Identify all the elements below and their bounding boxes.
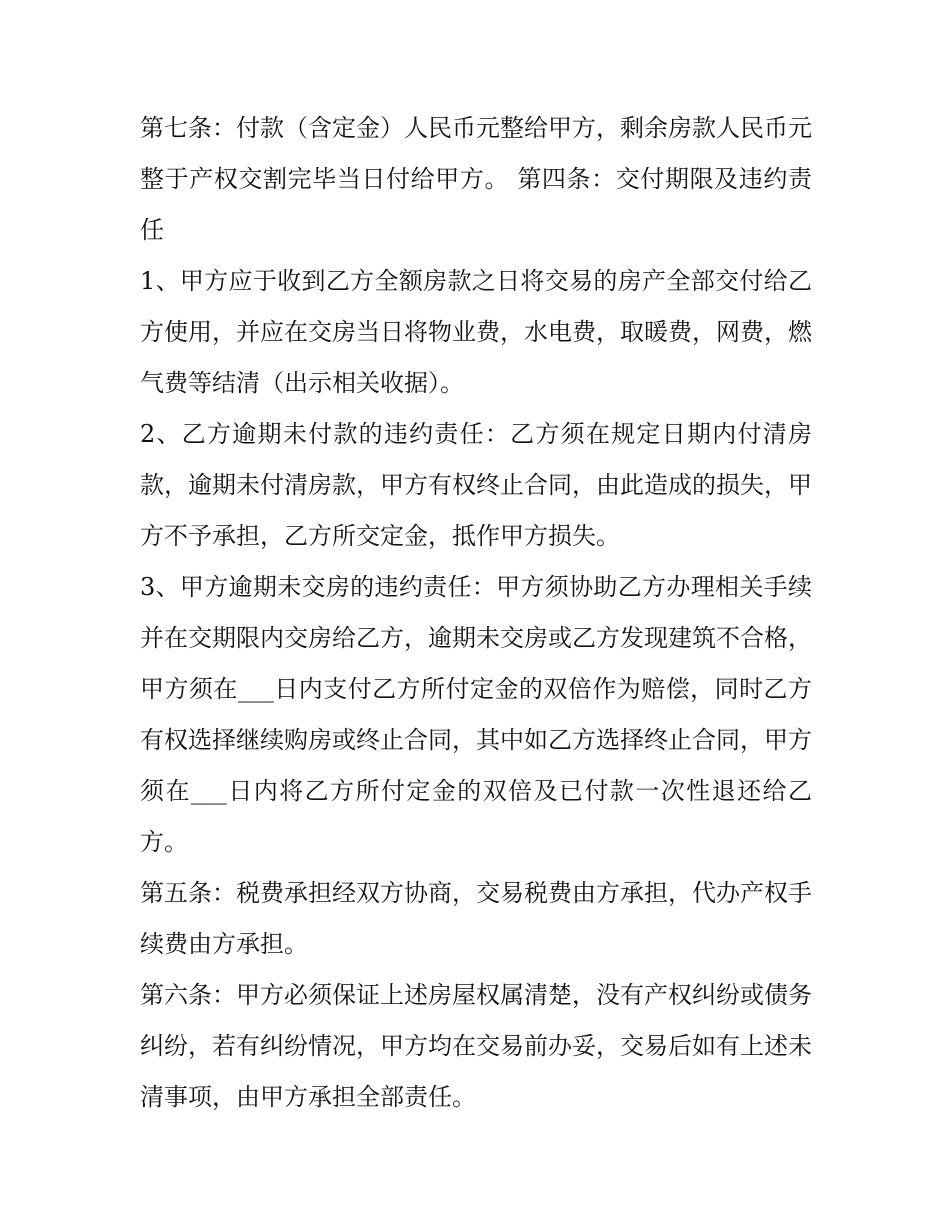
paragraph-article-5: 第五条：税费承担经双方协商，交易税费由方承担，代办产权手续费由方承担。 — [140, 879, 812, 958]
paragraph-clause-2: 2、乙方逾期未付款的违约责任：乙方须在规定日期内付清房款，逾期未付清房款，甲方有权终止合同，由此造成的损失，甲方不予承担，乙方所交定金，抵作甲方损失。 — [140, 420, 812, 550]
paragraph-article-6: 第六条：甲方必须保证上述房屋权属清楚，没有产权纠纷或债务纠纷，若有纠纷情况，甲方均在交易前办妥，交易后如有上述未清事项，由甲方承担全部责任。 — [140, 981, 812, 1111]
paragraph-article-7: 第七条：付款（含定金）人民币元整给甲方，剩余房款人民币元整于产权交割完毕当日付给甲方。 第四条：交付期限及违约责任 — [140, 114, 812, 244]
paragraph-clause-3: 3、甲方逾期未交房的违约责任：甲方须协助乙方办理相关手续并在交期限内交房给乙方，逾期未交房或乙方发现建筑不合格，甲方须在___日内支付乙方所付定金的双倍作为赔偿，同时乙方有权选择继续购房或终止合同，其中如乙方选择终止合同，甲方须在___日内将乙方所付定金的双倍及已付款一次性退还给乙方。 — [140, 573, 812, 856]
document-body — [140, 103, 812, 1123]
paragraph-clause-1: 1、甲方应于收到乙方全额房款之日将交易的房产全部交付给乙方使用，并应在交房当日将物业费，水电费，取暖费，网费，燃气费等结清（出示相关收据）。 — [140, 267, 812, 397]
